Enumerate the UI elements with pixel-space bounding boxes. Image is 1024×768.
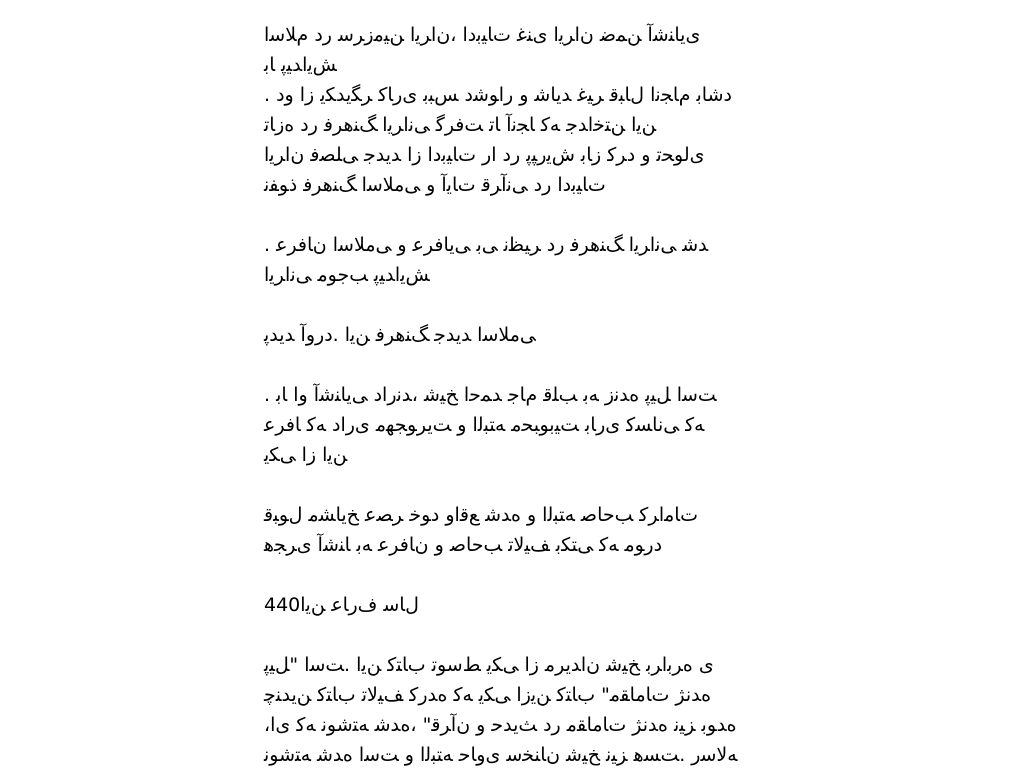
blank-line	[264, 470, 764, 500]
text-line: . ﺖﺳﺍ ﻞﯿﭘ ﻩﺪﻧﺯ ﻪﺑ ﺐﻠﻗ ﻡﺎﺟ ﺪﻤﺣﺍ ﺦﯿﺷ ،ﺪﻧﺭﺍﺩ ﯽﯾﺎﻨﺷآ ﻭﺍ ﺎﺑ	[264, 384, 717, 406]
text-line: ﯼﻟﻮﺤﺗ ﻭ ﺩﺮﮐ ﺯﺎﺑ ﺵﯾﺭﭙﭘ ﺭﺩ ﺍﺭ ﺕﺎﯿﺑﺩﺍ ﺯﺍ ﺪﯾﺪﺟ ﯽﻠﺼﻓ ﻥﺍﺮﯾﺍ	[264, 144, 705, 166]
document-body	[264, 0, 764, 768]
text-line: ﯼ ﻩﺮﺑﺍﺮﺑ ﺦﯿﺷ ﻥﺍﺪﯾﺮﻣ ﺯﺍ ﯽﮑﯾ ﻂﺳﻮﺗ ﺏﺎﺘﮐ ﻦﯾﺍ .ﺖﺳﺍ "ﻞﯿﭘ	[264, 654, 714, 676]
text-line: ﯼﯾﺎﻨﺷآ ﻦﻤﺿ ﻥﺍﺮﯾﺍ ﯼﻨﻏ ﺕﺎﯿﺑﺩﺍ ،ﻥﺍﺮﯾﺍ ﻦﯿﻣﺯﺮﺳ ﺭﺩ ﻡﻼﺳﺍ	[264, 24, 701, 46]
blank-line	[264, 350, 764, 380]
text-line: ﺕﺎﯿﺑﺩﺍ ﺭﺩ ﯽﻧآﺮﻗ ﺕﺎﯾﺁ ﻭ ﯽﻣﻼﺳﺍ ﮓﻨﻫﺮﻓ ﺫﻮﻔﻧ	[264, 174, 606, 196]
text-line: . ﺩﺷﺎﺑ ﻡﺎﺠﻧﺍ ﻝﺎﺒﻗ ﺮﯿﻏ ﺪﯾﺎﺷ ﻭ ﺭﺍﻮﺷﺩ ﺲﺒﺑ ﯼﺭﺎﮐ ﺮﮕﯾﺪﮑﯾ ﺯﺍ ﻭﺩ	[264, 84, 732, 106]
text-line: ﻪﮐ ﯽﻧﺎﺴﮐ ﯼﺭﺎﺑ ﺖﯿﺑﻮﺒﺤﻣ ﻪﺘﺒﻟﺍ ﻭ ﺖﯾﺮﻮﺠﻬﻣ ﯼﺭﺍﺩ ﻪﮐ ﺎﻓﺮﻋ	[264, 414, 705, 436]
blank-line	[264, 560, 764, 590]
text-line: ﺶﯾﺍﺪﯿﭘ ﺐﺟﻮﻣ ﯽﻧﺍﺮﯾﺍ	[264, 264, 430, 286]
blank-line	[264, 290, 764, 320]
text-line: ﺶﯾﺍﺪﯿﭘ ﺎﺑ	[264, 54, 337, 76]
text-line: ،ﻩﺪﻮﺑ ﺰﯿﻧ ﻩﺪﻧﮋ ﺕﺎﻣﺎﻘﻣ ﺭﺩ ﺚﯾﺪﺣ ﻭ ﻥآﺮﻗ" ،ﻩﺪﺷ ﻪﺘﺷﻮﻧ ﻪﮐ ﯼﺍ	[264, 714, 737, 736]
blank-line	[264, 200, 764, 230]
blank-line	[264, 620, 764, 650]
text-line: ﯽﻣﻼﺳﺍ ﺪﯾﺪﺟ ﮓﻨﻫﺮﻓ ﻦﯾﺍ .ﺩﺭﻭآ ﺪﯾﺪﭘ	[264, 324, 536, 346]
text-line	[264, 0, 764, 20]
text-line: ﻪﻟﺎﺳﺭ .ﺖﺴﻫ ﺰﯿﻧ ﺦﯿﺷ ﻥﺎﻨﺨﺳ ﯼﻭﺎﺣ ﻪﺘﺒﻟﺍ ﻭ ﺖﺳﺍ ﻩﺪﺷ ﻪﺘﺷﻮﻧ	[264, 744, 738, 766]
text-line: ﻝﺎﺳ ﻑﺭﺎﻋ ﻦﯾﺍ440	[264, 594, 419, 616]
text-line: ﺩﺭﻮﻣ ﻪﮐ ﯽﺘﮑﺑ ﻒﯿﻟﺎﺗ ﺐﺣﺎﺻ ﻭ ﻥﺎﻓﺮﻋ ﻪﺑ ﺎﻨﺷآ ﯼﺮﺠﻫ	[264, 534, 663, 556]
text-line: ﺕﺎﻣﺍﺮﮐ ﺐﺣﺎﺻ ﻪﺘﺒﻟﺍ ﻭ ﻩﺪﺷ ﻊﻗﺍﻭ ﺩﻮﺧ ﺮﺼﻋ ﺦﯾﺎﺸﻣ ﻝﻮﺒﻗ	[264, 504, 698, 526]
text-line: ﻦﯾﺍ ﻦﺘﺧﺍﺪﺟ ﻪﮐ ﺎﺠﻧﺁ ﺎﺗ ﺖﻓﺮﮔ ﯽﻧﺍﺮﯾﺍ ﮓﻨﻫﺮﻓ ﺭﺩ ﻩﺯﺎﺗ	[264, 114, 657, 136]
text-line: ﻦﯾﺍ ﺯﺍ ﯽﮑﯾ	[264, 444, 348, 466]
text-line: . ﺪﺷ ﯽﻧﺍﺮﯾﺍ ﮓﻨﻫﺮﻓ ﺭﺩ ﺮﯿﻈﻧ ﯽﺑ ﯽﯾﺎﻓﺮﻋ ﻭ ﯽﻣﻼﺳﺍ ﻥﺎﻓﺮﻋ	[264, 234, 709, 256]
text-line: ﻩﺪﻧﮋ ﺕﺎﻣﺎﻘﻣ" ﺏﺎﺘﮐ ﻦﯾﺯﺍ ﯽﮑﯾ ﻪﮐ ﻩﺪﺭﮐ ﻒﯿﻟﺎﺗ ﺏﺎﺘﮐ ﻦﯾﺪﻨﭼ	[264, 684, 712, 706]
